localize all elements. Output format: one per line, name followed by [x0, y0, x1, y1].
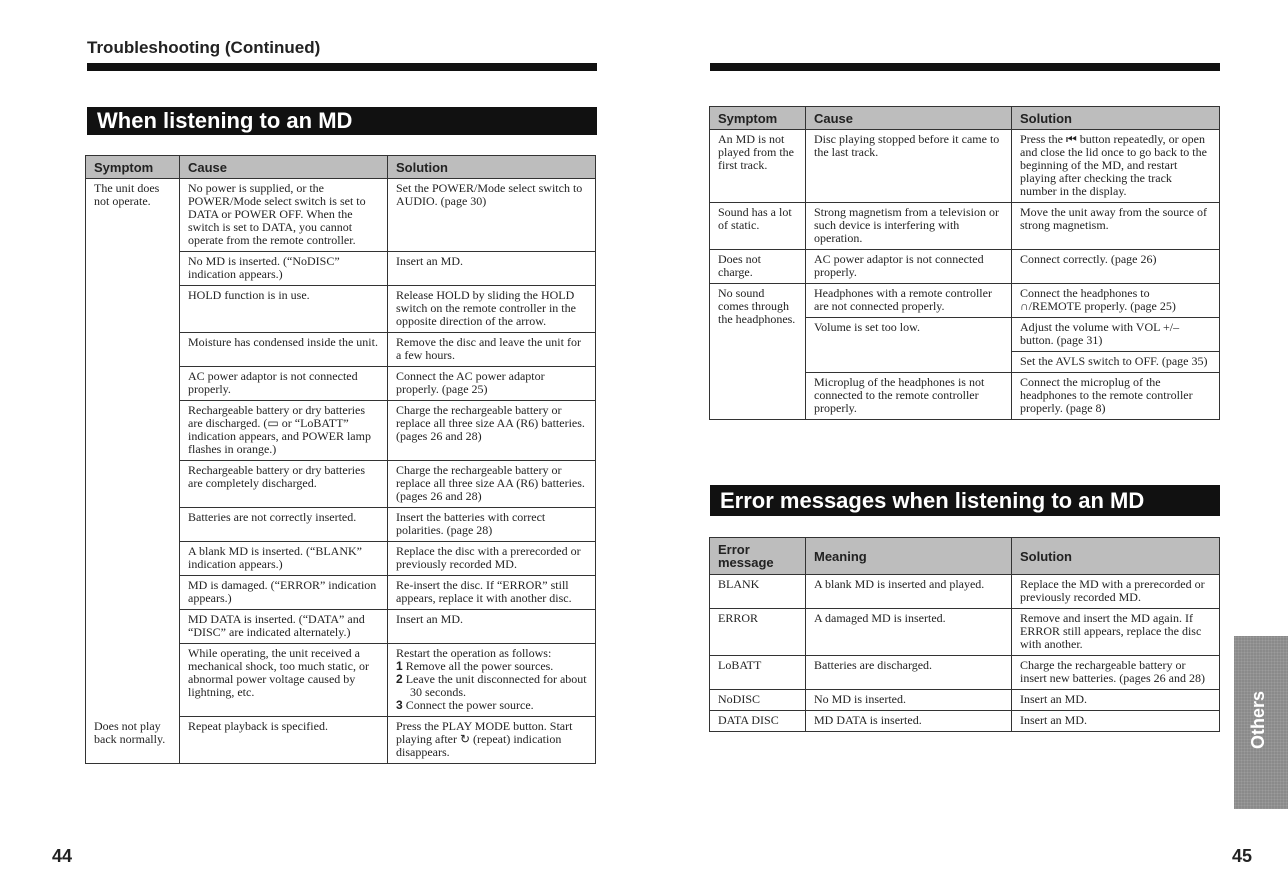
solution-cell: Remove the disc and leave the unit for a few hours. [388, 333, 596, 367]
error-section-banner [710, 485, 1220, 516]
table-row [86, 179, 596, 252]
tab-label: Others [1248, 691, 1268, 750]
solution-cell: Connect correctly. (page 26) [1012, 250, 1220, 284]
header-solution: Solution [1012, 538, 1220, 575]
cause-cell: Repeat playback is specified. [180, 717, 388, 764]
table-row [710, 609, 1220, 656]
table-header-row [86, 156, 596, 179]
cause-cell: HOLD function is in use. [180, 286, 388, 333]
step-number: 3 [396, 698, 403, 712]
solution-cell: Release HOLD by sliding the HOLD switch on the remote controller in the opposite direction of the arrow. [388, 286, 596, 333]
cause-cell: Microplug of the headphones is not connected to the remote controller properly. [806, 373, 1012, 420]
meaning-cell: A damaged MD is inserted. [806, 609, 1012, 656]
cause-cell: Strong magnetism from a television or such device is interfering with operation. [806, 203, 1012, 250]
section-title: When listening to an MD [97, 108, 353, 133]
solution-cell: Re-insert the disc. If “ERROR” still appears, replace it with another disc. [388, 576, 596, 610]
solution-cell: Press the PLAY MODE button. Start playing after ↻ (repeat) indication disappears. [388, 717, 596, 764]
error-message-cell: ERROR [710, 609, 806, 656]
meaning-cell: No MD is inserted. [806, 690, 1012, 711]
cause-cell: AC power adaptor is not connected properly. [806, 250, 1012, 284]
page-number-right: 45 [1232, 846, 1253, 866]
troubleshooting-table-continued [709, 106, 1220, 420]
solution-cell: Charge the rechargeable battery or replace all three size AA (R6) batteries. (pages 26 and 28) [388, 461, 596, 508]
cause-cell: No MD is inserted. (“NoDISC” indication appears.) [180, 252, 388, 286]
table-row [710, 656, 1220, 690]
cause-cell: MD DATA is inserted. (“DATA” and “DISC” are indicated alternately.) [180, 610, 388, 644]
solution-cell: Adjust the volume with VOL +/– button. (page 31) [1012, 318, 1220, 352]
step-text: Connect the power source. [405, 698, 534, 712]
table-row [710, 690, 1220, 711]
header-cause: Cause [806, 107, 1012, 130]
symptom-cell: No sound comes through the headphones. [710, 284, 806, 420]
step-text: Leave the unit disconnected for about 30 seconds. [405, 672, 587, 699]
page-header-title: Troubleshooting (Continued) [87, 38, 321, 57]
solution-cell: Press the ⏮ button repeatedly, or open and close the lid once to go back to the beginning of the MD, and restart playing after checking the track number in the display. [1012, 130, 1220, 203]
header-symptom: Symptom [86, 156, 180, 179]
table-row [86, 717, 596, 764]
solution-cell: Charge the rechargeable battery or insert new batteries. (pages 26 and 28) [1012, 656, 1220, 690]
cause-cell: Rechargeable battery or dry batteries are discharged. (▭ or “LoBATT” indication appears, and POWER lamp flashes in orange.) [180, 401, 388, 461]
step-number: 1 [396, 659, 403, 673]
meaning-cell: Batteries are discharged. [806, 656, 1012, 690]
error-messages-table [709, 537, 1220, 732]
solution-cell: Connect the headphones to ∩/REMOTE properly. (page 25) [1012, 284, 1220, 318]
header-rule [87, 63, 597, 71]
error-message-cell: LoBATT [710, 656, 806, 690]
solution-cell: Charge the rechargeable battery or replace all three size AA (R6) batteries. (pages 26 and 28) [388, 401, 596, 461]
header-meaning: Meaning [806, 538, 1012, 575]
header-cause: Cause [180, 156, 388, 179]
solution-cell: Remove and insert the MD again. If ERROR still appears, replace the disc with another. [1012, 609, 1220, 656]
cause-cell: No power is supplied, or the POWER/Mode select switch is set to DATA or POWER OFF. When the switch is set to DATA, you cannot operate from the remote controller. [180, 179, 388, 252]
table-row [710, 130, 1220, 203]
solution-cell: Insert an MD. [1012, 711, 1220, 732]
cause-cell: Volume is set too low. [806, 318, 1012, 373]
solution-cell [388, 644, 596, 717]
step-text: Remove all the power sources. [405, 659, 554, 673]
cause-cell: Rechargeable battery or dry batteries are completely discharged. [180, 461, 388, 508]
header-rule-right [710, 63, 1220, 71]
meaning-cell: MD DATA is inserted. [806, 711, 1012, 732]
solution-cell: Insert the batteries with correct polarities. (page 28) [388, 508, 596, 542]
header-symptom: Symptom [710, 107, 806, 130]
meaning-cell: A blank MD is inserted and played. [806, 575, 1012, 609]
page-number-left: 44 [52, 846, 73, 866]
error-message-cell: NoDISC [710, 690, 806, 711]
table-row [710, 711, 1220, 732]
step-item [396, 699, 587, 712]
solution-intro: Restart the operation as follows: [396, 646, 552, 660]
cause-cell: Moisture has condensed inside the unit. [180, 333, 388, 367]
cause-cell: Disc playing stopped before it came to the last track. [806, 130, 1012, 203]
table-row [710, 203, 1220, 250]
step-number: 2 [396, 672, 403, 686]
table-header-row [710, 538, 1220, 575]
cause-cell: Headphones with a remote controller are not connected properly. [806, 284, 1012, 318]
solution-cell: Move the unit away from the source of strong magnetism. [1012, 203, 1220, 250]
header-solution: Solution [1012, 107, 1220, 130]
error-message-cell: DATA DISC [710, 711, 806, 732]
step-item [396, 673, 587, 699]
solution-cell: Insert an MD. [388, 252, 596, 286]
error-message-cell: BLANK [710, 575, 806, 609]
error-section-title: Error messages when listening to an MD [720, 488, 1145, 513]
table-row [710, 575, 1220, 609]
solution-cell: Replace the MD with a prerecorded or previously recorded MD. [1012, 575, 1220, 609]
symptom-cell: Does not charge. [710, 250, 806, 284]
table-header-row [710, 107, 1220, 130]
section-tab-others [1234, 636, 1288, 809]
cause-cell: AC power adaptor is not connected properly. [180, 367, 388, 401]
table-row [710, 284, 1220, 318]
troubleshooting-table [85, 155, 596, 764]
symptom-cell: Does not play back normally. [86, 717, 180, 764]
solution-cell: Insert an MD. [1012, 690, 1220, 711]
solution-cell: Insert an MD. [388, 610, 596, 644]
cause-cell: While operating, the unit received a mechanical shock, too much static, or abnormal power voltage caused by lightning, etc. [180, 644, 388, 717]
symptom-cell: Sound has a lot of static. [710, 203, 806, 250]
solution-cell: Set the POWER/Mode select switch to AUDIO. (page 30) [388, 179, 596, 252]
solution-cell: Replace the disc with a prerecorded or previously recorded MD. [388, 542, 596, 576]
header-error-message: Error message [710, 538, 806, 575]
table-row [710, 250, 1220, 284]
cause-cell: A blank MD is inserted. (“BLANK” indication appears.) [180, 542, 388, 576]
header-solution: Solution [388, 156, 596, 179]
solution-cell: Connect the microplug of the headphones to the remote controller properly. (page 8) [1012, 373, 1220, 420]
cause-cell: MD is damaged. (“ERROR” indication appears.) [180, 576, 388, 610]
section-banner [87, 107, 597, 135]
symptom-cell: An MD is not played from the first track. [710, 130, 806, 203]
solution-cell: Connect the AC power adaptor properly. (page 25) [388, 367, 596, 401]
solution-cell: Set the AVLS switch to OFF. (page 35) [1012, 352, 1220, 373]
cause-cell: Batteries are not correctly inserted. [180, 508, 388, 542]
symptom-cell: The unit does not operate. [86, 179, 180, 717]
